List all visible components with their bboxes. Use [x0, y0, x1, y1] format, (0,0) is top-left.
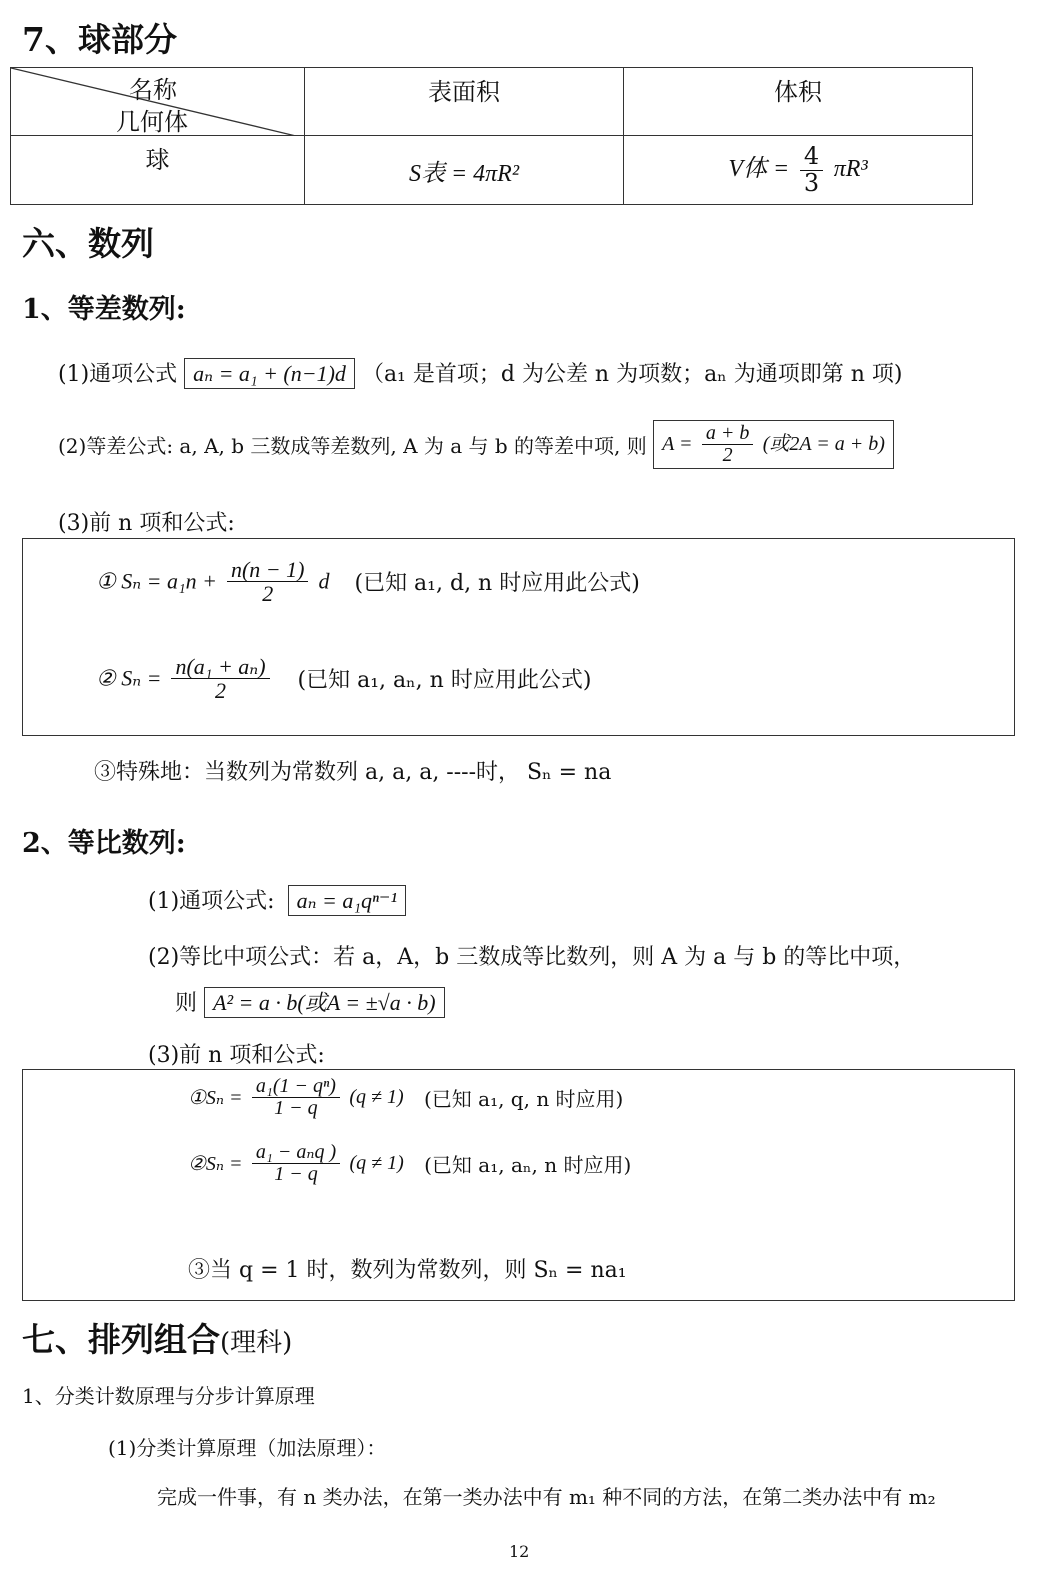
- addition-principle-body: 完成一件事，有 n 类办法，在第一类办法中有 m₁ 种不同的方法，在第二类办法中有 m₂: [157, 1485, 936, 1509]
- geo-mean: (2)等比中项公式：若 a，A，b 三数成等比数列，则 A 为 a 与 b 的等比中项，: [148, 945, 916, 970]
- section-title-sphere: 7、球部分: [22, 20, 177, 59]
- geo-general-formula: aₙ = a₁qⁿ⁻¹: [288, 885, 407, 916]
- geo-sum-formula-2: ②Sₙ = $\frac{\text{a₁ − aₙq )}}{1 - q}$ (q ≠ 1) (已知 a₁, aₙ, n 时应用): [188, 1141, 632, 1185]
- page-number: 12: [509, 1542, 530, 1561]
- header-area: 表面积: [305, 68, 624, 136]
- arith-title: 1、等差数列:: [22, 294, 186, 325]
- geo-constant-case: ③当 q = 1 时，数列为常数列，则 Sₙ = na₁: [188, 1258, 627, 1283]
- geo-mean-formula: A² = a · b(或A = ±√a · b): [204, 987, 445, 1018]
- section-title-sequences: 六、数列: [22, 224, 154, 263]
- header-name: 名称: [129, 76, 177, 104]
- geo-general-term: (1)通项公式: aₙ = a₁qⁿ⁻¹: [148, 884, 406, 915]
- geo-title: 2、等比数列:: [22, 828, 186, 859]
- arith-general-formula: aₙ = a₁ + (n−1)d: [184, 358, 355, 389]
- header-diagonal-cell: [11, 68, 305, 136]
- arith-mean: (2)等差公式: a, A, b 三数成等差数列, A 为 a 与 b 的等差中项, 则 A = $\frac{a + b}{2}$ (或2A = a + b): [58, 420, 894, 469]
- row-sphere-name: 球: [11, 136, 305, 205]
- arith-sum-label: (3)前 n 项和公式:: [58, 511, 235, 536]
- arith-mean-formula: A = $\frac{a + b}{2}$ (或2A = a + b): [653, 420, 894, 469]
- addition-principle-label: (1)分类计算原理（加法原理）：: [108, 1436, 387, 1460]
- header-volume: 体积: [624, 68, 973, 136]
- geo-sum-formula-1: ①Sₙ = $\frac{\text{a₁(1 − qⁿ)}}{1 - q}$ (q ≠ 1) (已知 a₁, q, n 时应用): [188, 1075, 624, 1119]
- header-solid: 几何体: [116, 108, 188, 136]
- arith-general-term: (1)通项公式 aₙ = a₁ + (n−1)d （a₁ 是首项；d 为公差 n 为项数；aₙ 为通项即第 n 项): [58, 357, 902, 388]
- sphere-area-formula: S表 = 4πR²: [305, 136, 624, 205]
- sphere-table: [10, 67, 973, 205]
- arith-constant-case: ③特殊地：当数列为常数列 a, a, a, ----时， Sₙ = na: [94, 760, 612, 785]
- sphere-volume-formula: V体 = $\frac{4}{3}$ πR³: [624, 136, 973, 205]
- geo-sum-label: (3)前 n 项和公式:: [148, 1043, 325, 1068]
- section-title-combinatorics: 七、排列组合(理科): [22, 1320, 293, 1359]
- combinatorics-subtitle: 1、分类计数原理与分步计算原理: [22, 1384, 315, 1408]
- arith-sum-formula-2: ② Sₙ = $\frac{\text{n(a₁ + aₙ)}}{2}$ (已知 a₁, aₙ, n 时应用此公式): [96, 654, 592, 704]
- geo-mean-formula-line: 则 A² = a · b(或A = ±√a · b): [175, 986, 445, 1017]
- arith-sum-formula-1: ① Sₙ = a₁n + $\frac{n(n - 1)}{2}$ d (已知 a₁, d, n 时应用此公式): [96, 557, 640, 607]
